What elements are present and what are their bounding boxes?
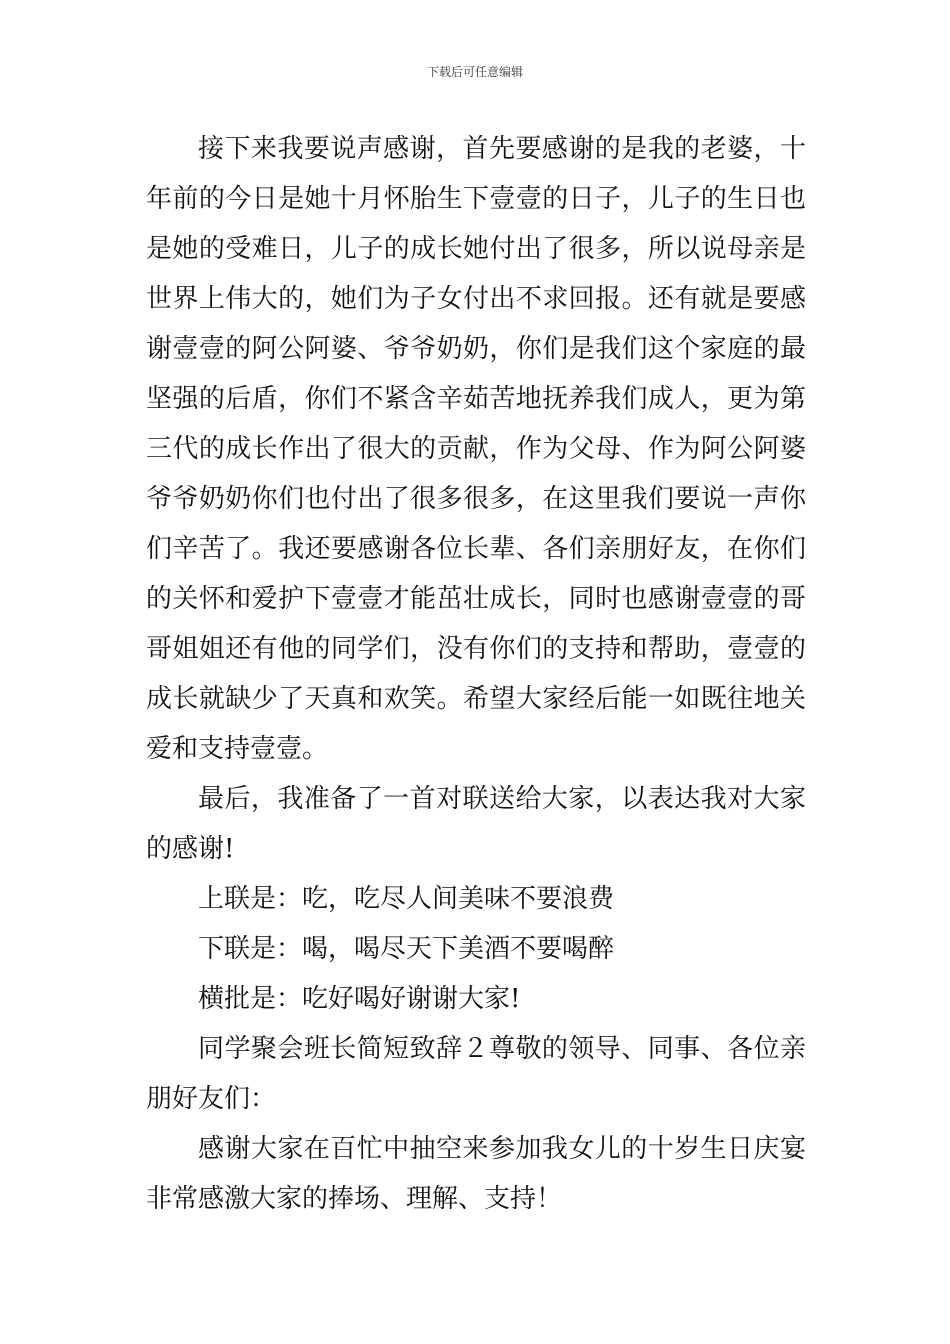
paragraph-speech-opening: 感谢大家在百忙中抽空来参加我女儿的十岁生日庆宴非常感激大家的捧场、理解、支持！: [146, 1134, 806, 1214]
paragraph-thanks: 接下来我要说声感谢，首先要感谢的是我的老婆，十年前的今日是她十月怀胎生下壹壹的日子，儿子的生日也是她的受难日，儿子的成长她付出了很多，所以说母亲是世界上伟大的，她们为子女付出不求回报。还有就是要感谢壹壹的阿公阿婆、爷爷奶奶，你们是我们这个家庭的最坚强的后盾，你们不紧含辛茹苦地抚养我们成人，更为第三代的成长作出了很大的贡献，作为父母、作为阿公阿婆爷爷奶奶你们也付出了很多很多，在这里我们要说一声你们辛苦了。我还要感谢各位长辈、各们亲朋好友，在你们的关怀和爱护下壹壹才能茁壮成长，同时也感谢壹壹的哥哥姐姐还有他的同学们，没有你们的支持和帮助，壹壹的成长就缺少了天真和欢笑。希望大家经后能一如既往地关爱和支持壹壹。: [146, 134, 806, 764]
paragraph-speech-title: 同学聚会班长简短致辞２尊敬的领导、同事、各位亲朋好友们：: [146, 1034, 806, 1114]
document-body: [146, 124, 806, 1224]
paragraph-couplet-first-line: 上联是：吃，吃尽人间美味不要浪费: [198, 884, 615, 914]
paragraph-couplet-second-line: 下联是：喝，喝尽天下美酒不要喝醉: [198, 934, 615, 964]
page-header: 下载后可任意编辑: [426, 65, 523, 79]
paragraph-couplet-intro: 最后，我准备了一首对联送给大家，以表达我对大家的感谢!: [146, 784, 806, 864]
paragraph-couplet-horizontal: 横批是：吃好喝好谢谢大家!: [198, 984, 521, 1014]
